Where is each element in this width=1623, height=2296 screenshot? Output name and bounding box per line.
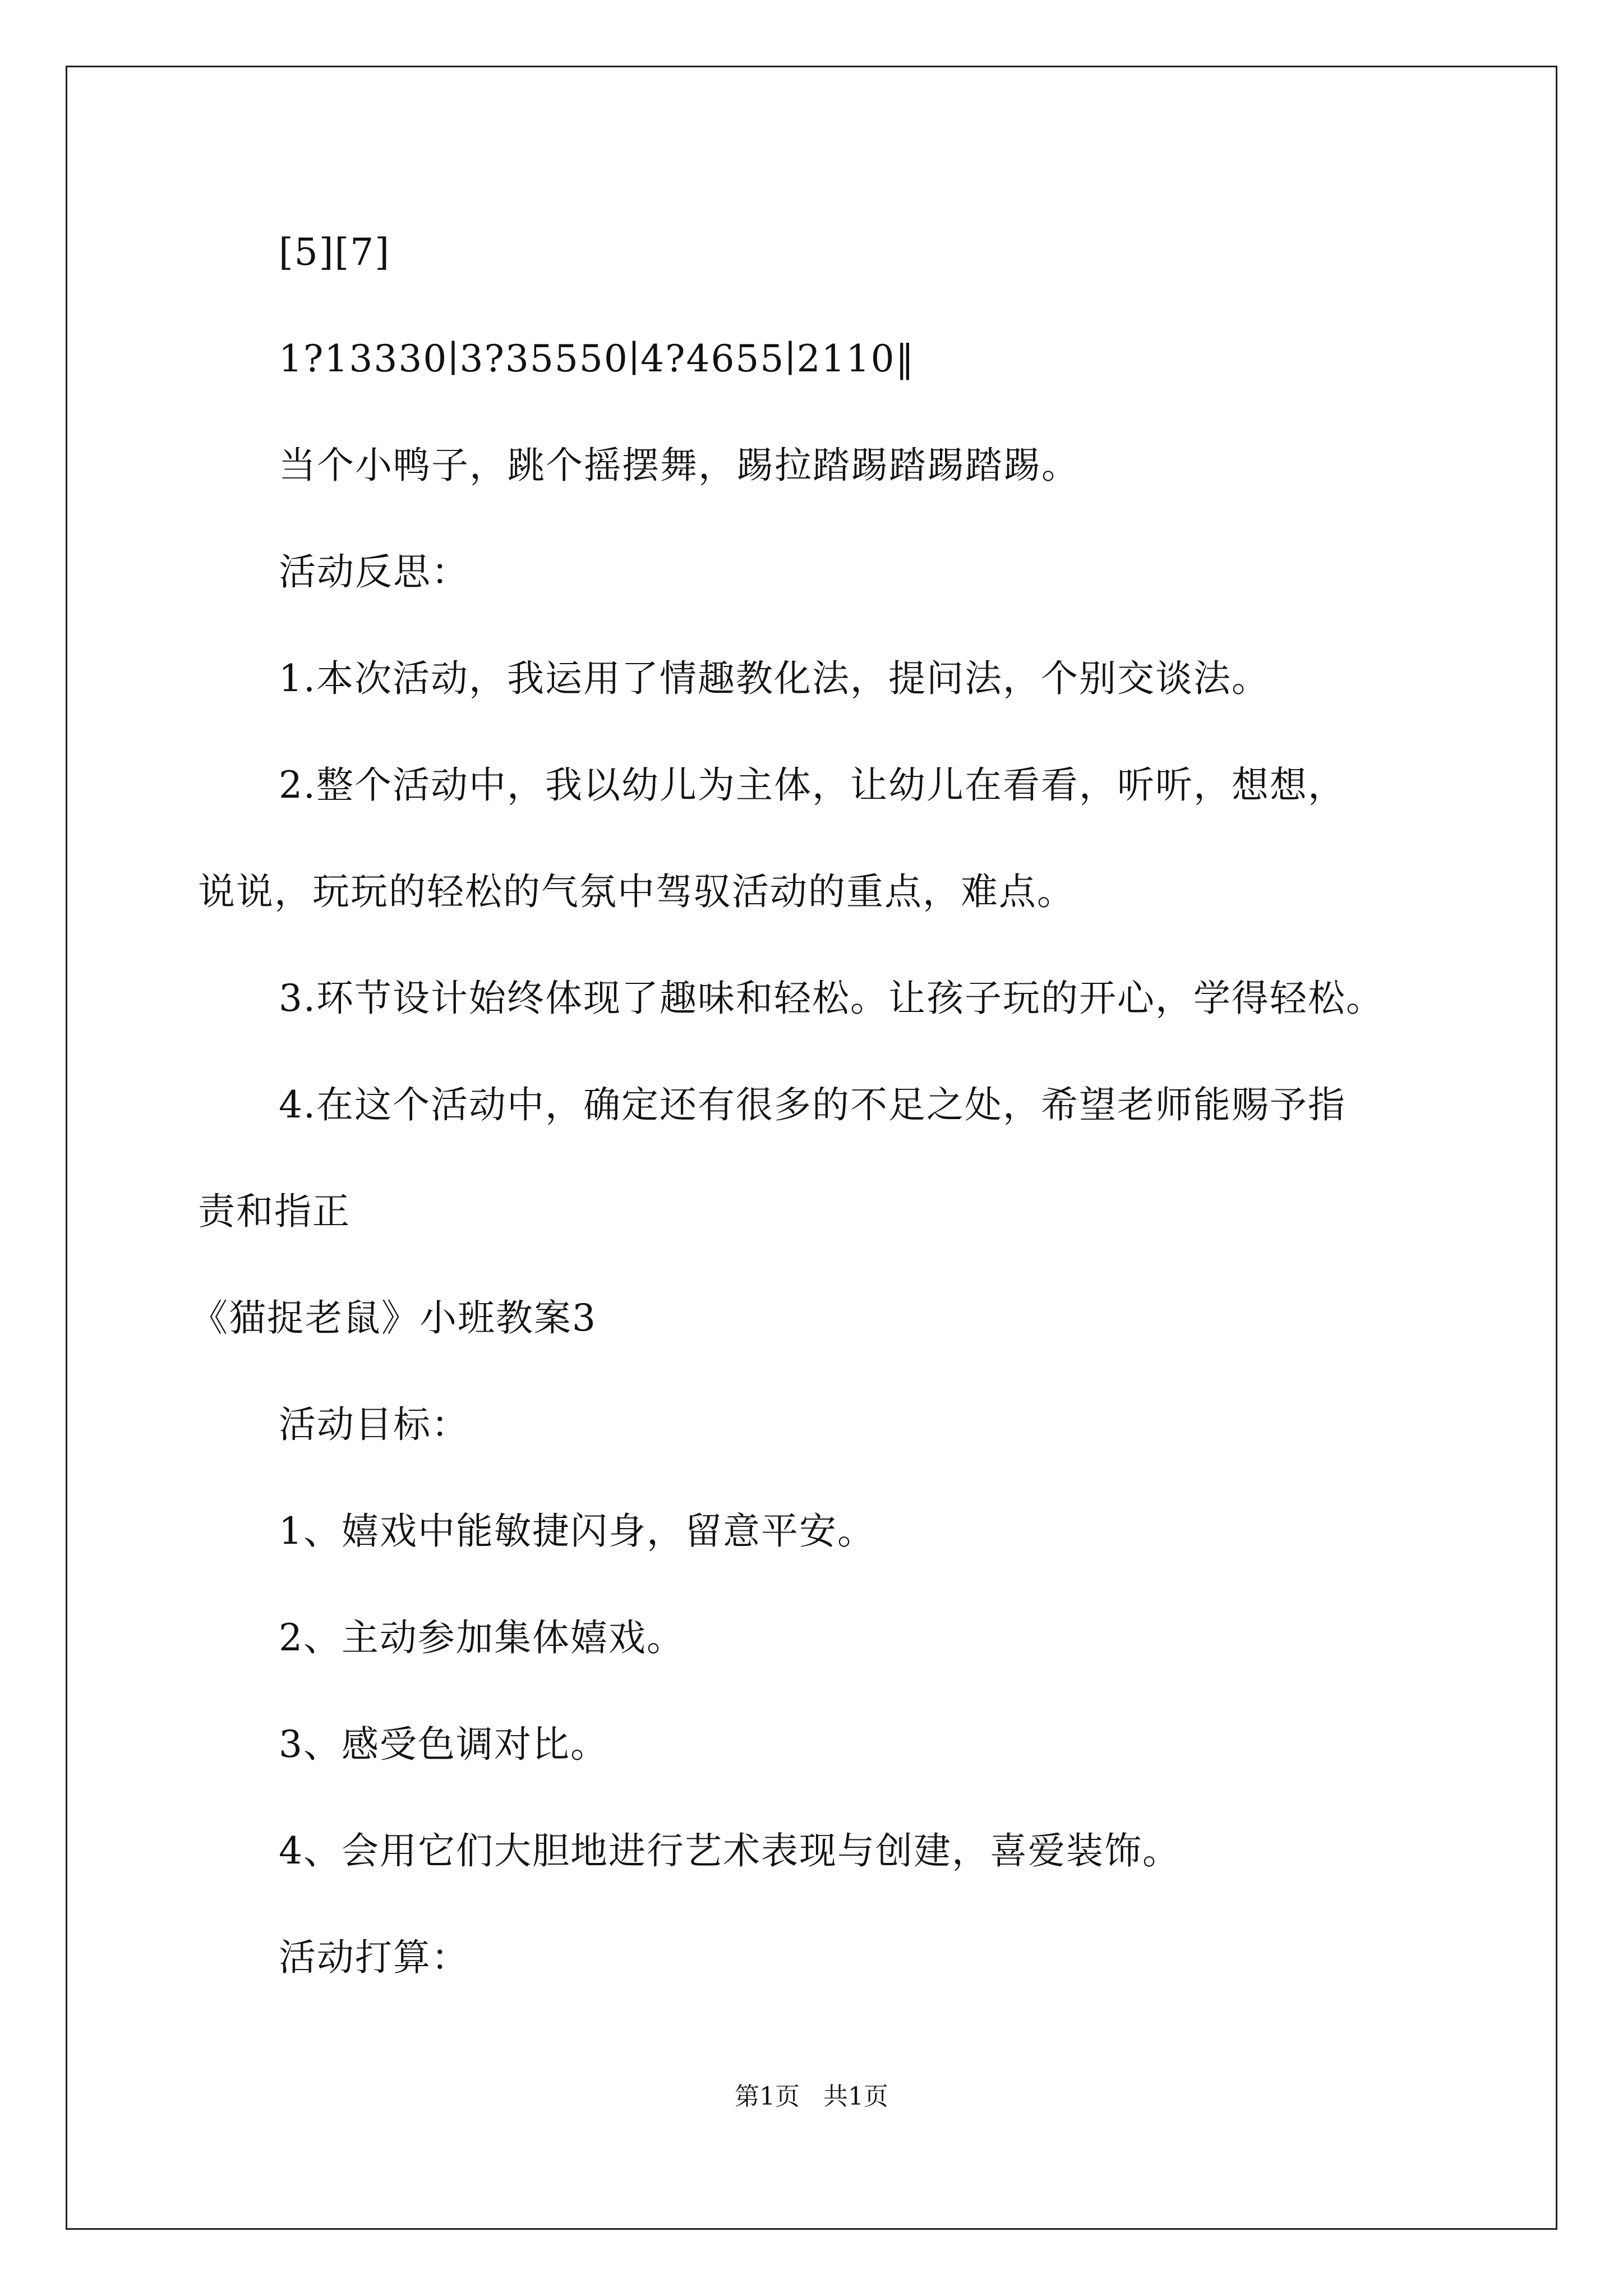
page-number: 第1页: [735, 2082, 800, 2111]
goal-item-1: 1、嬉戏中能敏捷闪身，留意平安。: [279, 1510, 875, 1553]
reflection-item-1: 1.本次活动，我运用了情趣教化法，提问法，个别交谈法。: [279, 657, 1270, 700]
page-border: [66, 66, 1557, 2230]
section-heading-reflection: 活动反思：: [279, 550, 469, 593]
page-total: 共1页: [823, 2082, 888, 2111]
goal-item-3: 3、感受色调对比。: [279, 1723, 608, 1766]
lyric-line: 当个小鸭子，跳个摇摆舞，踢拉踏踢踏踢踏踢。: [279, 444, 1080, 487]
goal-item-4: 4、会用它们大胆地进行艺术表现与创建，喜爱装饰。: [279, 1829, 1181, 1872]
reflection-item-2-continued: 说说，玩玩的轻松的气氛中驾驭活动的重点，难点。: [198, 870, 1075, 913]
reflection-item-3: 3.环节设计始终体现了趣味和轻松。让孩子玩的开心，学得轻松。: [279, 977, 1384, 1020]
goal-item-2: 2、主动参加集体嬉戏。: [279, 1616, 685, 1659]
reference-marks: [5][7]: [279, 231, 390, 274]
section-heading-preparation: 活动打算：: [279, 1936, 469, 1979]
page-footer: [0, 2080, 1623, 2114]
music-notation: 1?13330∣3?35550∣4?4655∣2110‖: [279, 337, 915, 380]
reflection-item-4: 4.在这个活动中，确定还有很多的不足之处，希望老师能赐予指: [279, 1083, 1346, 1126]
reflection-item-2: 2.整个活动中，我以幼儿为主体，让幼儿在看看，听听，想想，: [279, 763, 1346, 807]
section-heading-goals: 活动目标：: [279, 1403, 469, 1446]
reflection-item-4-continued: 责和指正: [198, 1190, 351, 1233]
lesson-title: 《猫捉老鼠》小班教案3: [191, 1296, 597, 1340]
